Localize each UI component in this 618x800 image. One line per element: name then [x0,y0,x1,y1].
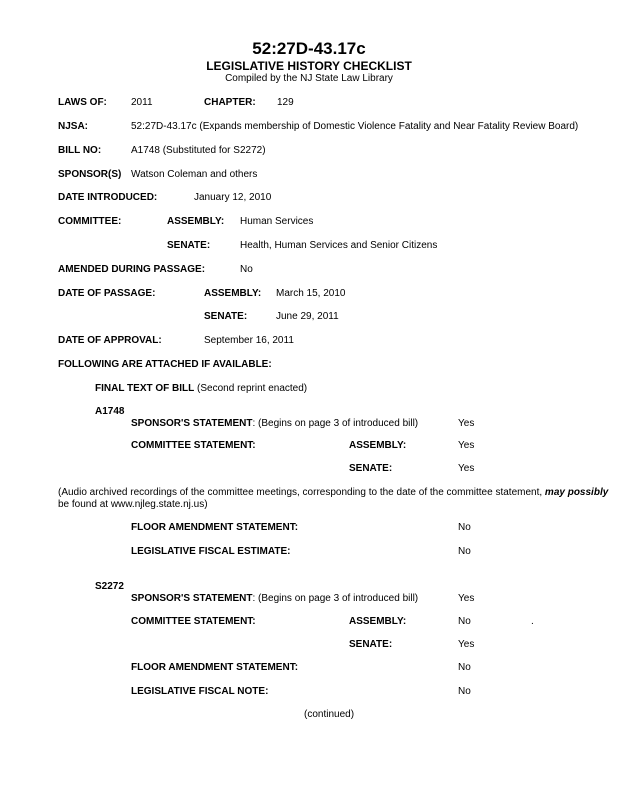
s2272-sponsor-statement [131,593,418,605]
s2272-sponsor-stmt-note: : (Begins on page 3 of introduced bill) [252,593,419,604]
s2272-assembly-dot: . [531,616,534,627]
page-subtitle: LEGISLATIVE HISTORY CHECKLIST [206,59,412,73]
s2272-floor-label: FLOOR AMENDMENT STATEMENT: [131,662,299,673]
final-text-note: (Second reprint enacted) [194,383,308,394]
laws-of-value: 2011 [131,97,153,108]
a1748-sponsor-stmt-value: Yes [458,418,475,429]
chapter-label: CHAPTER: [204,97,256,108]
a1748-floor-value: No [458,522,471,533]
date-introduced-label: DATE INTRODUCED: [58,192,158,203]
laws-of-label: LAWS OF: [58,97,107,108]
committee-assembly-value: Human Services [240,216,314,227]
a1748-floor-label: FLOOR AMENDMENT STATEMENT: [131,522,299,533]
a1748-sponsor-statement [131,418,418,430]
s2272-senate-label: SENATE: [349,639,393,650]
a1748-sponsor-stmt-note: : (Begins on page 3 of introduced bill) [252,418,419,429]
following-heading: FOLLOWING ARE ATTACHED IF AVAILABLE: [58,359,272,370]
date-of-passage-label: DATE OF PASSAGE: [58,288,156,299]
audio-note-text: (Audio archived recordings of the committee meetings, corresponding to the date of the committee statement, [58,487,545,498]
page-title: 52:27D-43.17c [252,39,366,58]
a1748-senate-label: SENATE: [349,463,393,474]
s2272-sponsor-stmt-value: Yes [458,593,475,604]
s2272-assembly-label: ASSEMBLY: [349,616,407,627]
a1748-assembly-label: ASSEMBLY: [349,440,407,451]
a1748-label: A1748 [95,406,125,417]
passage-assembly-value: March 15, 2010 [276,288,346,299]
a1748-senate-value: Yes [458,463,475,474]
audio-note-line1 [58,487,608,499]
bill-no-label: BILL NO: [58,145,102,156]
amended-value: No [240,264,253,275]
committee-senate-label: SENATE: [167,240,211,251]
passage-senate-label: SENATE: [204,311,248,322]
committee-label: COMMITTEE: [58,216,122,227]
s2272-label: S2272 [95,581,124,592]
bill-no-value: A1748 (Substituted for S2272) [131,145,266,156]
a1748-assembly-value: Yes [458,440,475,451]
s2272-floor-value: No [458,662,471,673]
final-text-label: FINAL TEXT OF BILL [95,383,195,394]
a1748-sponsor-stmt-label: SPONSOR'S STATEMENT [131,418,253,429]
s2272-fiscal-value: No [458,686,471,697]
s2272-committee-stmt-label: COMMITTEE STATEMENT: [131,616,256,627]
s2272-fiscal-label: LEGISLATIVE FISCAL NOTE: [131,686,269,697]
audio-note-line2: be found at www.njleg.state.nj.us) [58,499,208,510]
a1748-committee-stmt-label: COMMITTEE STATEMENT: [131,440,256,451]
njsa-value: 52:27D-43.17c (Expands membership of Domestic Violence Fatality and Near Fatality Review Board) [131,121,579,132]
sponsor-value: Watson Coleman and others [131,169,258,180]
continued-note: (continued) [304,709,355,720]
njsa-label: NJSA: [58,121,89,132]
audio-note-emphasis: may possibly [544,487,609,498]
date-introduced-value: January 12, 2010 [194,192,272,203]
passage-assembly-label: ASSEMBLY: [204,288,262,299]
s2272-sponsor-stmt-label: SPONSOR'S STATEMENT [131,593,253,604]
date-of-approval-label: DATE OF APPROVAL: [58,335,162,346]
s2272-assembly-value: No [458,616,471,627]
s2272-senate-value: Yes [458,639,475,650]
chapter-value: 129 [277,97,294,108]
sponsor-label: SPONSOR(S) [58,169,122,180]
final-text-line [95,383,307,395]
a1748-fiscal-value: No [458,546,471,557]
date-of-approval-value: September 16, 2011 [204,335,294,346]
committee-senate-value: Health, Human Services and Senior Citizens [240,240,438,251]
passage-senate-value: June 29, 2011 [276,311,339,322]
amended-label: AMENDED DURING PASSAGE: [58,264,206,275]
committee-assembly-label: ASSEMBLY: [167,216,225,227]
a1748-fiscal-label: LEGISLATIVE FISCAL ESTIMATE: [131,546,291,557]
compiled-by: Compiled by the NJ State Law Library [225,73,393,84]
